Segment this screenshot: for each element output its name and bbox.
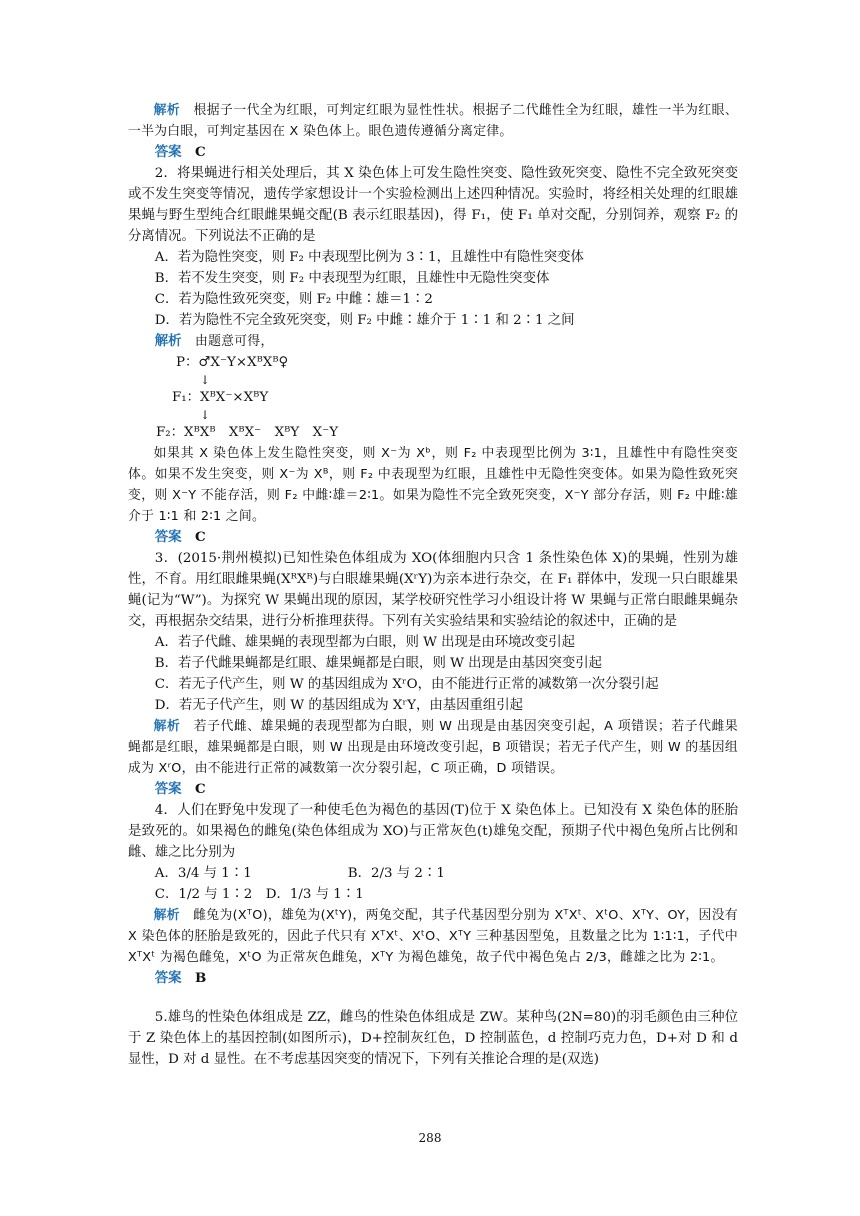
q4-options-row-2: C．1/2 与 1∶2 D．1/3 与 1∶1 xyxy=(154,887,364,902)
q3-option-b: B．若子代雌果蝇都是红眼、雄果蝇都是白眼，则 W 出现是由基因突变引起 xyxy=(154,656,603,671)
q3-stem: 3．(2015·荆州模拟)已知性染色体组成为 XO(体细胞内只含 1 条性染色体 X)的果蝇，性别为雄性，不育。用红眼雌果蝇(XᴿXᴿ)与白眼雄果蝇(XʳY)为亲本进行杂交，在 F₁ 群体中，发现一只白眼雄果蝇(记为“W”)。为探究 W 果蝇出现的原因，某学校研究性学习小组设计将 W 果蝇与正常白眼雌果蝇杂交，再根据杂交结果，进行分析推理获得。下列有关实验结果和实验结论的叙述中，正确的是 xyxy=(128,551,738,629)
cross-p-generation: P：♂X⁻Y×XᴮXᴮ♀ xyxy=(176,355,289,370)
q4-analysis-text: 雌兔为(XᵀO)，雄兔为(XᵗY)，两兔交配，其子代基因型分别为 XᵀXᵗ、XᵗO、XᵀY、OY，因没有 X 染色体的胚胎是致死的，因此子代只有 XᵀXᵗ、XᵗO、XᵀY 三种基因型兔，且数量之比为 1∶1∶1，子代中 XᵀXᵗ 为褐色雌兔，XᵗO 为正常灰色雌兔，XᵀY 为褐色雄兔，故子代中褐色兔占 2/3，雌雄之比为 2∶1。 xyxy=(128,908,738,965)
cross-f2-generation: F₂：XᴮXᴮ XᴮX⁻ XᴮY X⁻Y xyxy=(156,425,339,440)
q2-analysis-text: 如果其 X 染色体上发生隐性突变，则 X⁻为 Xᵇ，则 F₂ 中表现型比例为 3∶1，且雄性中有隐性突变体。如果不发生突变，则 X⁻为 Xᴮ，则 F₂ 中表现型为红眼，且雄性中无隐性突变体。如果为隐性致死突变，则 X⁻Y 不能存活，则 F₂ 中雌∶雄＝2∶1。如果为隐性不完全致死突变，X⁻Y 部分存活，则 F₂ 中雌∶雄介于 1∶1 和 2∶1 之间。 xyxy=(128,446,738,524)
q5-stem: 5.雄鸟的性染色体组成是 ZZ，雌鸟的性染色体组成是 ZW。某种鸟(2N=80)的羽毛颜色由三种位于 Z 染色体上的基因控制(如图所示)，D+控制灰红色，D 控制蓝色，d 控制巧克力色，D+对 D 和 d 显性，D 对 d 显性。在不考虑基因突变的情况下，下列有关推论合理的是(双选) xyxy=(128,1010,738,1067)
page-number: 288 xyxy=(418,1131,442,1145)
q4-option-a: A．3/4 与 1∶1 xyxy=(154,866,252,881)
answer-label: 答案 xyxy=(154,145,182,160)
q3-answer xyxy=(128,779,738,800)
down-arrow-icon: ↓ xyxy=(200,408,211,422)
answer-label: 答案 xyxy=(154,782,182,797)
genetic-cross-diagram xyxy=(128,352,738,443)
cross-f1-generation: F₁：XᴮX⁻×XᴮY xyxy=(172,390,269,405)
q3-option-c: C．若无子代产生，则 W 的基因组成为 XʳO，由不能进行正常的减数第一次分裂引起 xyxy=(154,677,659,692)
q1-answer xyxy=(128,142,738,163)
q3-analysis-text: 若子代雌、雄果蝇的表现型都为白眼，则 W 出现是由基因突变引起，A 项错误；若子代雌果蝇都是红眼，雄果蝇都是白眼，则 W 出现是由环境改变引起，B 项错误；若无子代产生，则 W 的基因组成为 XʳO，由不能进行正常的减数第一次分裂引起，C 项正确，D 项错误。 xyxy=(128,719,738,776)
q4-answer-value: B xyxy=(194,970,207,986)
q4-analysis xyxy=(128,905,738,968)
q2-answer xyxy=(128,527,738,548)
analysis-label: 解析 xyxy=(153,908,180,923)
analysis-label: 解析 xyxy=(153,719,181,734)
answer-label: 答案 xyxy=(154,971,182,986)
q2-option-d: D．若为隐性不完全致死突变，则 F₂ 中雌∶雄介于 1∶1 和 2∶1 之间 xyxy=(154,313,575,328)
q2-option-a: A．若为隐性突变，则 F₂ 中表现型比例为 3∶1，且雄性中有隐性突变体 xyxy=(154,250,584,265)
q4-options-row-1 xyxy=(128,863,738,884)
analysis-label: 解析 xyxy=(154,334,182,349)
q3-analysis xyxy=(128,716,738,779)
q1-analysis xyxy=(128,100,738,142)
q2-option-c: C．若为隐性致死突变，则 F₂ 中雌∶雄＝1∶2 xyxy=(154,292,433,307)
document-page xyxy=(128,100,738,1070)
q4-answer xyxy=(128,968,738,989)
analysis-label: 解析 xyxy=(153,103,181,118)
q2-analysis-intro xyxy=(128,331,738,352)
q3-option-a: A．若子代雌、雄果蝇的表现型都为白眼，则 W 出现是由环境改变引起 xyxy=(154,635,576,650)
q2-answer-value: C xyxy=(194,529,206,545)
q2-analysis-intro-text: 由题意可得， xyxy=(194,334,274,349)
q1-answer-value: C xyxy=(194,144,206,160)
q3-option-d: D．若无子代产生，则 W 的基因组成为 XʳY，由基因重组引起 xyxy=(154,698,524,713)
down-arrow-icon: ↓ xyxy=(200,373,211,387)
q4-stem: 4．人们在野兔中发现了一种使毛色为褐色的基因(T)位于 X 染色体上。已知没有 X 染色体的胚胎是致死的。如果褐色的雌兔(染色体组成为 XO)与正常灰色(t)雄兔交配，预期子代中褐色兔所占比例和雌、雄之比分别为 xyxy=(128,803,738,860)
q1-analysis-text: 根据子一代全为红眼，可判定红眼为显性性状。根据子二代雌性全为红眼，雄性一半为红眼、一半为白眼，可判定基因在 X 染色体上。眼色遗传遵循分离定律。 xyxy=(128,103,738,139)
q2-option-b: B．若不发生突变，则 F₂ 中表现型为红眼，且雄性中无隐性突变体 xyxy=(154,271,550,286)
q3-answer-value: C xyxy=(194,781,206,797)
q2-stem: 2．将果蝇进行相关处理后，其 X 染色体上可发生隐性突变、隐性致死突变、隐性不完全致死突变或不发生突变等情况，遗传学家想设计一个实验检测出上述四种情况。实验时，将经相关处理的红眼雄果蝇与野生型纯合红眼雌果蝇交配(B 表示红眼基因)，得 F₁，使 F₁ 单对交配，分别饲养，观察 F₂ 的分离情况。下列说法不正确的是 xyxy=(128,166,738,244)
q4-option-b: B．2/3 与 2∶1 xyxy=(347,866,445,881)
spacer xyxy=(128,989,738,1007)
answer-label: 答案 xyxy=(154,530,182,545)
